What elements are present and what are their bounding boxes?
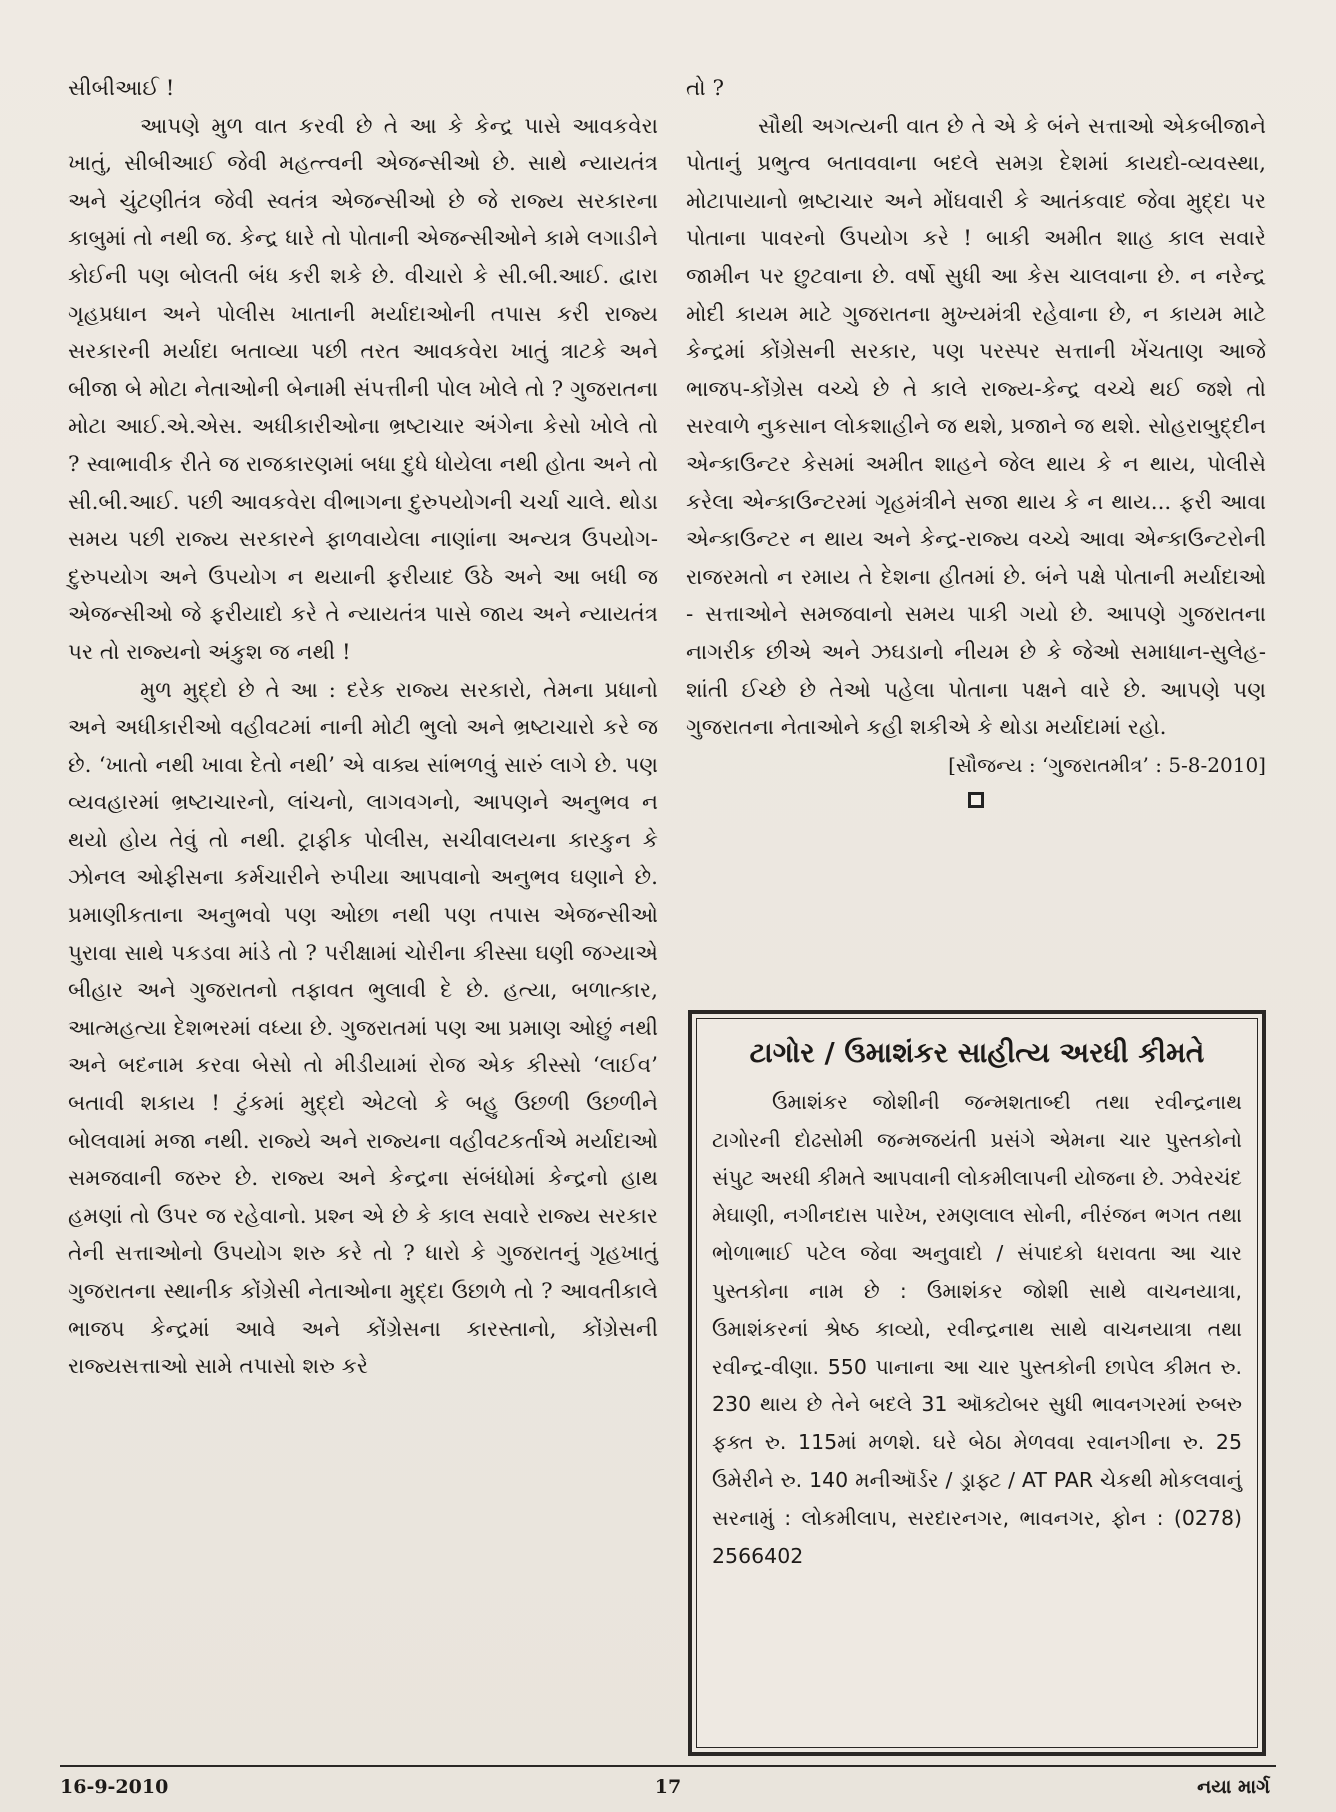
paragraph: સીબીઆઈ ! <box>68 76 175 101</box>
paragraph: સૌથી અગત્યની વાત છે તે એ કે બંને સત્તાઓ એકબીજાને પોતાનું પ્રભુત્વ બતાવવાના બદલે સમગ્ર દેશમાં કાયદો-વ્યવસ્થા, મોટાપાયાનો ભ્રષ્ટાચાર અને મોંઘવારી કે આતંકવાદ જેવા મુદ્દા પર પોતાના પાવરનો ઉપયોગ કરે ! બાકી અમીત શાહ કાલ સવારે જામીન પર છુટવાના છે. વર્ષો સુધી આ કેસ ચાલવાના છે. ન નરેન્દ્ર મોદી કાયમ માટે ગુજરાતના મુખ્યમંત્રી રહેવાના છે, ન કાયમ માટે કેન્દ્રમાં કોંગ્રેસની સરકાર, પણ પરસ્પર સત્તાની ખેંચતાણ આજે ભાજપ-કોંગ્રેસ વચ્ચે છે તે કાલે રાજ્ય-કેન્દ્ર વચ્ચે થઈ જશે તો સરવાળે નુકસાન લોકશાહીને જ થશે, પ્રજાને જ થશે. સોહરાબુદ્દીન એન્કાઉન્ટર કેસમાં અમીત શાહને જેલ થાય કે ન થાય, પોલીસે કરેલા એન્કાઉન્ટરમાં ગૃહમંત્રીને સજા થાય કે ન થાય... ફરી આવા એન્કાઉન્ટર ન થાય અને કેન્દ્ર-રાજ્ય વચ્ચે આવા એન્કાઉન્ટરોની રાજરમતો ન રમાય તે દેશના હીતમાં છે. બંને પક્ષે પોતાની મર્યાદાઓ - સત્તાઓને સમજવાનો સમય પાકી ગયો છે. આપણે ગુજરાતના નાગરીક છીએ અને ઝઘડાનો નીયમ છે કે જેઓ સમાધાન-સુલેહ- શાંતી ઈચ્છે છે તેઓ પહેલા પોતાના પક્ષને વારે છે. આપણે પણ ગુજરાતના નેતાઓને કહી શકીએ કે થોડા મર્યાદામાં રહો. <box>686 113 1266 741</box>
paragraph: આપણે મુળ વાત કરવી છે તે આ કે કેન્દ્ર પાસે આવકવેરા ખાતું, સીબીઆઈ જેવી મહત્ત્વની એજન્સીઓ છે. સાથે ન્યાયતંત્ર અને ચુંટણીતંત્ર જેવી સ્વતંત્ર એજન્સીઓ છે જે રાજ્ય સરકારના કાબુમાં તો નથી જ. કેન્દ્ર ધારે તો પોતાની એજન્સીઓને કામે લગાડીને કોઈની પણ બોલતી બંધ કરી શકે છે. વીચારો કે સી.બી.આઈ. દ્વારા ગૃહપ્રધાન અને પોલીસ ખાતાની મર્યાદાઓની તપાસ કરી રાજ્ય સરકારની મર્યાદા બતાવ્યા પછી તરત આવકવેરા ખાતું ત્રાટકે અને બીજા બે મોટા નેતાઓની બેનામી સંપત્તીની પોલ ખોલે તો ? ગુજરાતના મોટા આઈ.એ.એસ. અધીકારીઓના ભ્રષ્ટાચાર અંગેના કેસો ખોલે તો ? સ્વાભાવીક રીતે જ રાજકારણમાં બધા દુધે ધોયેલા નથી હોતા અને તો સી.બી.આઈ. પછી આવકવેરા વીભાગના દુરુપયોગની ચર્ચા ચાલે. થોડા સમય પછી રાજ્ય સરકારને ફાળવાયેલા નાણાંના અન્યત્ર ઉપયોગ-દુરુપયોગ અને ઉપયોગ ન થયાની ફરીયાદ ઉઠે અને આ બધી જ એજન્સીઓ જે ફરીયાદો કરે તે ન્યાયતંત્ર પાસે જાય અને ન્યાયતંત્ર પર તો રાજ્યનો અંકુશ જ નથી ! <box>68 113 658 665</box>
page-number: 17 <box>654 1776 682 1798</box>
publication-name: નયા માર્ગ <box>1197 1776 1270 1798</box>
page-footer <box>60 1765 1276 1798</box>
right-column <box>686 70 1266 808</box>
left-column <box>68 70 658 1386</box>
paragraph: તો ? <box>686 76 724 101</box>
source-credit: [સૌજન્ય : ‘ગુજરાતમીત્ર’ : 5-8-2010] <box>948 752 1266 777</box>
footer-date: 16-9-2010 <box>60 1776 169 1798</box>
advertisement-box <box>688 1010 1266 1756</box>
advertisement-title: ટાગોર / ઉમાશંકર સાહીત્ય અરધી કીમતે <box>749 1036 1205 1069</box>
advertisement-body: ઉમાશંકર જોશીની જન્મશતાબ્દી તથા રવીન્દ્રનાથ ટાગોરની દોઢસોમી જન્મજયંતી પ્રસંગે એમના ચાર પુસ્તકોનો સંપુટ અરધી કીમતે આપવાની લોકમીલાપની યોજના છે. ઝવેરચંદ મેઘાણી, નગીનદાસ પારેખ, રમણલાલ સોની, નીરંજન ભગત તથા ભોળાભાઈ પટેલ જેવા અનુવાદો / સંપાદકો ધરાવતા આ ચાર પુસ્તકોના નામ છે : ઉમાશંકર જોશી સાથે વાચનયાત્રા, ઉમાશંકરનાં શ્રેષ્ઠ કાવ્યો, રવીન્દ્રનાથ સાથે વાચનયાત્રા તથા રવીન્દ્ર-વીણા. 550 પાનાના આ ચાર પુસ્તકોની છાપેલ કીમત રુ. 230 થાય છે તેને બદલે 31 ઑક્ટોબર સુધી ભાવનગરમાં રુબરુ ફક્ત રુ. 115માં મળશે. ઘરે બેઠા મેળવવા રવાનગીના રુ. 25 ઉમેરીને રુ. 140 મનીઑર્ડર / ડ્રાફ્ટ / AT PAR ચેકથી મોકલવાનું સરનામું : લોકમીલાપ, સરદારનગર, ભાવનગર, ફોન : (0278) 2566402 <box>712 1090 1242 1568</box>
square-icon <box>968 792 984 808</box>
paragraph: મુળ મુદ્દો છે તે આ : દરેક રાજ્ય સરકારો, તેમના પ્રધાનો અને અધીકારીઓ વહીવટમાં નાની મોટી ભુલો અને ભ્રષ્ટાચારો કરે જ છે. ‘ખાતો નથી ખાવા દેતો નથી’ એ વાક્ય સાંભળવું સારું લાગે છે. પણ વ્યવહારમાં ભ્રષ્ટાચારનો, લાંચનો, લાગવગનો, આપણને અનુભવ ન થયો હોય તેવું તો નથી. ટ્રાફીક પોલીસ, સચીવાલયના કારકુન કે ઝોનલ ઓફીસના કર્મચારીને રુપીયા આપવાનો અનુભવ ઘણાને છે. પ્રમાણીકતાના અનુભવો પણ ઓછા નથી પણ તપાસ એજન્સીઓ પુરાવા સાથે પકડવા માંડે તો ? પરીક્ષામાં ચોરીના કીસ્સા ઘણી જગ્યાએ બીહાર અને ગુજરાતનો તફાવત ભુલાવી દે છે. હત્યા, બળાત્કાર, આત્મહત્યા દેશભરમાં વધ્યા છે. ગુજરાતમાં પણ આ પ્રમાણ ઓછું નથી અને બદનામ કરવા બેસો તો મીડીયામાં રોજ એક કીસ્સો ‘લાઈવ’ બતાવી શકાય ! ટુંકમાં મુદ્દો એટલો કે બહુ ઉછળી ઉછળીને બોલવામાં મજા નથી. રાજ્યે અને રાજ્યના વહીવટકર્તાએ મર્યાદાઓ સમજવાની જરુર છે. રાજ્ય અને કેન્દ્રના સંબંધોમાં કેન્દ્રનો હાથ હમણાં તો ઉપર જ રહેવાનો. પ્રશ્ન એ છે કે કાલ સવારે રાજ્ય સરકાર તેની સત્તાઓનો ઉપયોગ શરુ કરે તો ? ધારો કે ગુજરાતનું ગૃહખાતું ગુજરાતના સ્થાનીક કોંગ્રેસી નેતાઓના મુદ્દા ઉછાળે તો ? આવતીકાલે ભાજપ કેન્દ્રમાં આવે અને કોંગ્રેસના કારસ્તાનો, કોંગ્રેસની રાજ્યસત્તાઓ સામે તપાસો શરુ કરે <box>68 677 658 1380</box>
